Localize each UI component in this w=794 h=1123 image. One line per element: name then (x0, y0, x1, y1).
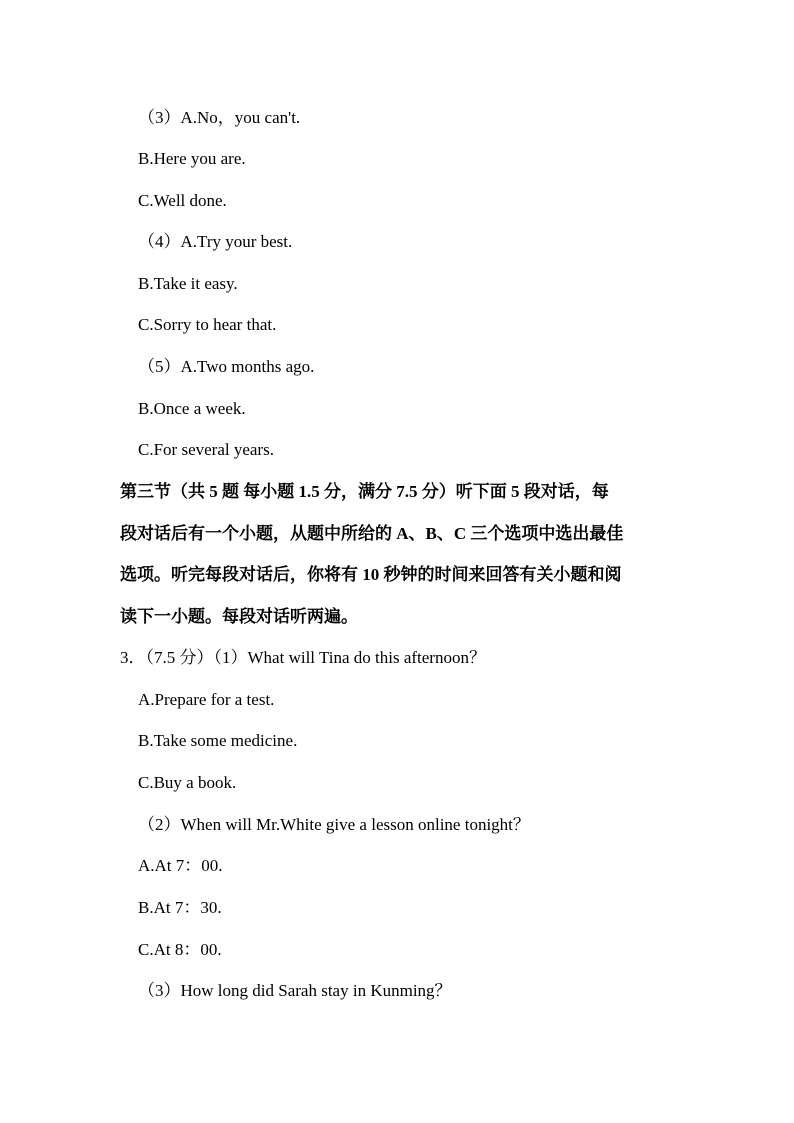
q3-2-option-c: C.At 8：00. (138, 940, 222, 959)
q3-1-option-a: A.Prepare for a test. (138, 690, 275, 709)
question-4-option-b: B.Take it easy. (138, 274, 238, 293)
question-5-option-c: C.For several years. (138, 440, 274, 459)
question-5-option-b: B.Once a week. (138, 399, 246, 418)
section-3-line-3: 选项。听完每段对话后，你将有 10 秒钟的时间来回答有关小题和阅 (120, 565, 622, 584)
question-3-option-a: （3）A.No，you can't. (138, 108, 301, 127)
q3-2-question: （2）When will Mr.White give a lesson online tonight？ (138, 815, 530, 834)
q3-1-option-b: B.Take some medicine. (138, 731, 298, 750)
question-3-option-b: B.Here you are. (138, 149, 246, 168)
section-3-line-1: 第三节（共 5 题 每小题 1.5 分，满分 7.5 分）听下面 5 段对话，每 (120, 482, 609, 501)
question-3-header: 3．（7.5 分）（1）What will Tina do this afternoon？ (120, 648, 486, 667)
section-3-line-2: 段对话后有一个小题，从题中所给的 A、B、C 三个选项中选出最佳 (120, 523, 624, 543)
question-3-option-c: C.Well done. (138, 191, 227, 210)
question-4-option-c: C.Sorry to hear that. (138, 315, 277, 334)
q3-3-question: （3）How long did Sarah stay in Kunming？ (138, 981, 452, 1000)
section-3-instructions (120, 471, 680, 637)
question-4-option-a: （4）A.Try your best. (138, 232, 293, 251)
question-5-option-a: （5）A.Two months ago. (138, 357, 315, 376)
q3-1-option-c: C.Buy a book. (138, 773, 237, 792)
q3-2-option-a: A.At 7：00. (138, 856, 223, 875)
q3-2-option-b: B.At 7：30. (138, 898, 222, 917)
section-3-line-4: 读下一小题。每段对话听两遍。 (120, 606, 358, 626)
